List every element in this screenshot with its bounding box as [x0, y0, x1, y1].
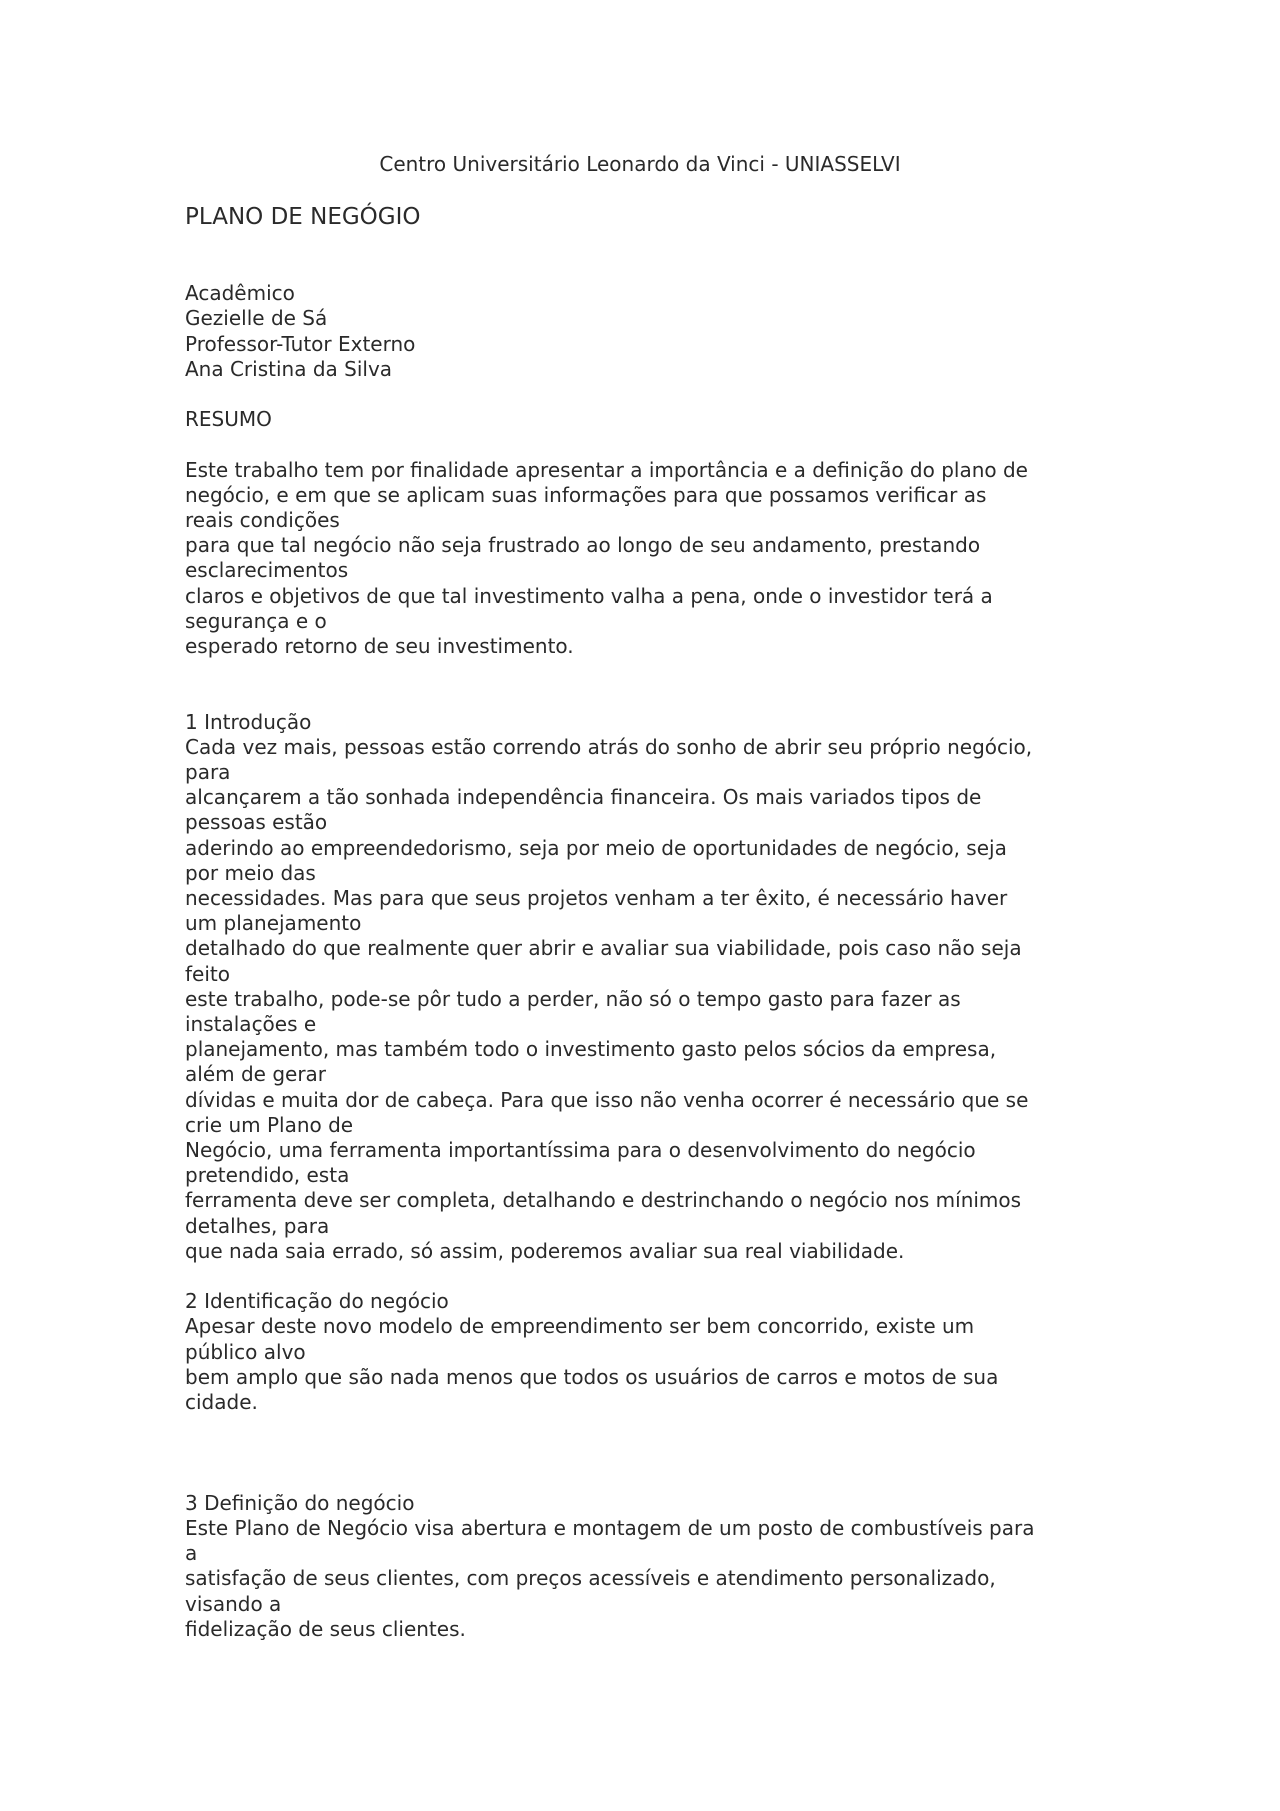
introducao-line: instalações e: [185, 1012, 317, 1036]
resumo-line: Este trabalho tem por finalidade apresentar a importância e a definição do plano de: [185, 458, 1028, 482]
introducao-line: este trabalho, pode-se pôr tudo a perder, não só o tempo gasto para fazer as: [185, 987, 961, 1011]
institution-header: Centro Universitário Leonardo da Vinci - UNIASSELVI: [379, 152, 901, 176]
introducao-line: um planejamento: [185, 911, 362, 935]
identificacao-line: público alvo: [185, 1340, 306, 1364]
introducao-line: planejamento, mas também todo o investimento gasto pelos sócios da empresa,: [185, 1037, 997, 1061]
student-label: Acadêmico: [185, 281, 295, 305]
introducao-line: aderindo ao empreendedorismo, seja por meio de oportunidades de negócio, seja: [185, 836, 1007, 860]
resumo-line: para que tal negócio não seja frustrado ao longo de seu andamento, prestando: [185, 533, 981, 557]
definicao-line: Este Plano de Negócio visa abertura e montagem de um posto de combustíveis para: [185, 1516, 1035, 1540]
introducao-line: pessoas estão: [185, 810, 328, 834]
introducao-line: Cada vez mais, pessoas estão correndo atrás do sonho de abrir seu próprio negócio,: [185, 735, 1033, 759]
resumo-heading: RESUMO: [185, 407, 272, 431]
introducao-line: detalhes, para: [185, 1214, 330, 1238]
identificacao-line: bem amplo que são nada menos que todos os usuários de carros e motos de sua: [185, 1365, 999, 1389]
introducao-line: crie um Plano de: [185, 1113, 354, 1137]
introducao-line: que nada saia errado, só assim, poderemos avaliar sua real viabilidade.: [185, 1239, 905, 1263]
introducao-line: Negócio, uma ferramenta importantíssima para o desenvolvimento do negócio: [185, 1138, 976, 1162]
introducao-line: além de gerar: [185, 1062, 327, 1086]
resumo-line: esperado retorno de seu investimento.: [185, 634, 574, 658]
tutor-name: Ana Cristina da Silva: [185, 357, 393, 381]
introducao-line: alcançarem a tão sonhada independência financeira. Os mais variados tipos de: [185, 785, 982, 809]
definicao-line: visando a: [185, 1592, 282, 1616]
definicao-line: a: [185, 1541, 198, 1565]
introducao-line: dívidas e muita dor de cabeça. Para que isso não venha ocorrer é necessário que se: [185, 1088, 1029, 1112]
identificacao-line: cidade.: [185, 1390, 258, 1414]
resumo-line: claros e objetivos de que tal investimento valha a pena, onde o investidor terá a: [185, 584, 993, 608]
introducao-line: detalhado do que realmente quer abrir e avaliar sua viabilidade, pois caso não seja: [185, 936, 1022, 960]
definicao-line: fidelização de seus clientes.: [185, 1617, 466, 1641]
resumo-line: negócio, e em que se aplicam suas informações para que possamos verificar as: [185, 483, 987, 507]
resumo-line: esclarecimentos: [185, 558, 349, 582]
introducao-heading: 1 Introdução: [185, 710, 312, 734]
introducao-line: pretendido, esta: [185, 1163, 350, 1187]
definicao-heading: 3 Definição do negócio: [185, 1491, 415, 1515]
introducao-line: feito: [185, 962, 230, 986]
identificacao-line: Apesar deste novo modelo de empreendimento ser bem concorrido, existe um: [185, 1314, 975, 1338]
student-name: Gezielle de Sá: [185, 306, 328, 330]
resumo-line: segurança e o: [185, 609, 327, 633]
document-title: PLANO DE NEGÓGIO: [185, 204, 421, 230]
tutor-label: Professor-Tutor Externo: [185, 332, 416, 356]
identificacao-heading: 2 Identificação do negócio: [185, 1289, 449, 1313]
definicao-line: satisfação de seus clientes, com preços acessíveis e atendimento personalizado,: [185, 1566, 996, 1590]
introducao-line: por meio das: [185, 861, 316, 885]
introducao-line: ferramenta deve ser completa, detalhando e destrinchando o negócio nos mínimos: [185, 1188, 1022, 1212]
resumo-line: reais condições: [185, 508, 340, 532]
introducao-line: para: [185, 760, 231, 784]
introducao-line: necessidades. Mas para que seus projetos venham a ter êxito, é necessário haver: [185, 886, 1008, 910]
